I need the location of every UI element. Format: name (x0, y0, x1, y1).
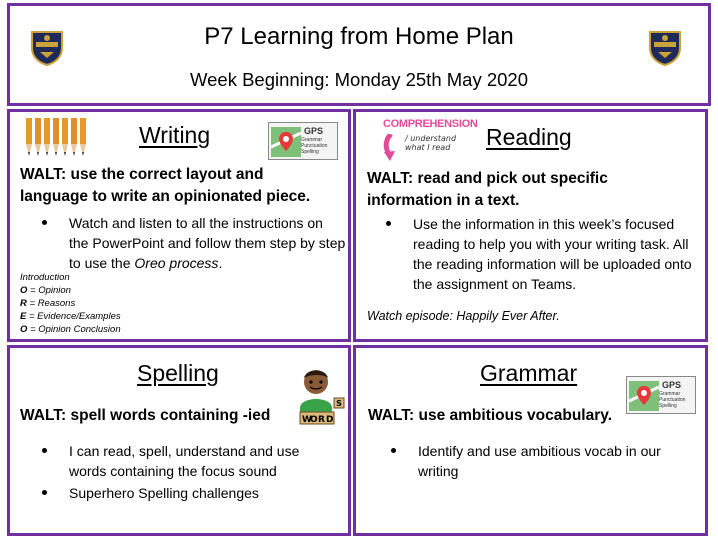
week-beginning: Week Beginning: Monday 25th May 2020 (189, 69, 528, 90)
list-item: Watch and listen to all the instructions on the PowerPoint and follow them step by step to use the Oreo process. (32, 213, 346, 273)
reading-bullets (376, 214, 706, 294)
list-item: Identify and use ambitious vocab in our writing (381, 441, 681, 481)
map-pin-icon (271, 127, 301, 157)
spelling-bullets (32, 441, 332, 503)
grammar-heading: Grammar (480, 360, 578, 386)
gps-subtitle: Grammar Punctuation Spelling (301, 137, 328, 155)
reading-walt: WALT: read and pick out specific information in a text. (367, 170, 608, 209)
reading-box (353, 109, 708, 342)
tile-letter: W (302, 415, 312, 425)
writing-bullets (32, 213, 346, 273)
writing-walt: WALT: use the correct layout and language to write an opinionated piece. (20, 166, 311, 205)
spelling-walt: WALT: spell words containing -ied (20, 407, 271, 424)
grammar-bullets (381, 441, 681, 481)
grammar-walt: WALT: use ambitious vocabulary. (368, 407, 613, 424)
tile-letter: D (326, 415, 334, 425)
list-item: Superhero Spelling challenges (32, 483, 332, 503)
list-item: Use the information in this week’s focused reading to help you with your writing task. All the reading information will be uploaded onto the assignment on Teams. (376, 214, 706, 294)
watch-episode-note: Watch episode: Happily Ever After. (367, 309, 560, 323)
map-pin-icon (629, 381, 659, 411)
gps-badge (268, 122, 338, 160)
list-item: I can read, spell, understand and use words containing the focus sound (32, 441, 332, 481)
pencils-icon (24, 118, 88, 165)
page-title: P7 Learning from Home Plan (204, 23, 514, 50)
gps-badge (626, 376, 696, 414)
gps-title: GPS (662, 380, 682, 390)
grammar-box (353, 345, 708, 536)
gps-subtitle: Grammar Punctuation Spelling (659, 391, 686, 409)
reading-heading: Reading (486, 124, 572, 150)
gps-title: GPS (304, 126, 324, 136)
writing-heading: Writing (139, 122, 211, 148)
school-crest-icon (648, 30, 682, 66)
spelling-box (7, 345, 351, 536)
writing-box (7, 109, 351, 342)
tile-letter: O (310, 415, 318, 425)
comprehension-logo: COMPREHENSION / understand what I read (383, 118, 463, 166)
header-box (7, 3, 711, 106)
spelling-heading: Spelling (137, 360, 219, 386)
arrow-icon (383, 134, 399, 162)
tile-letter: S (336, 399, 342, 408)
tile-letter: R (318, 415, 325, 425)
word-boy-icon (296, 368, 346, 431)
oreo-key: Introduction O = Opinion R = Reasons E = Evidence/Examples O = Opinion Conclusion (20, 272, 121, 335)
